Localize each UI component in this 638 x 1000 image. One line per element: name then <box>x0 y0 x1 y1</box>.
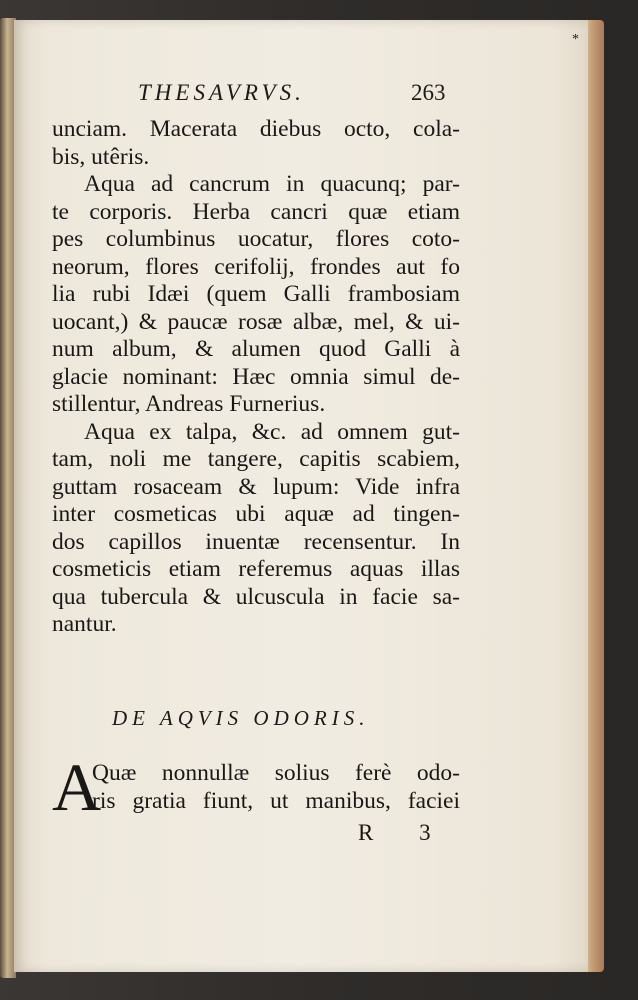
running-head <box>14 80 588 112</box>
text-line: pes columbinus uocatur, flores coto- <box>52 226 460 252</box>
text-line: inter cosmeticas ubi aquæ ad tingen- <box>52 501 460 527</box>
running-title: THESAVRVS. <box>138 80 305 105</box>
page-number: 263 <box>411 80 446 105</box>
text-line: cosmeticis etiam referemus aquas illas <box>52 556 460 582</box>
text-line: te corporis. Herba cancri quæ etiam <box>52 198 460 225</box>
text-line: ris gratia fiunt, ut manibus, faciei <box>92 787 460 814</box>
text-line: qua tubercula & ulcuscula in facie sa- <box>52 583 460 610</box>
book-page <box>14 20 588 972</box>
text-line: uocant,) & paucæ rosæ albæ, mel, & ui- <box>52 308 460 335</box>
text-line: num album, & alumen quod Galli à <box>52 336 460 362</box>
text-line: stillentur, Andreas Furnerius. <box>52 391 326 417</box>
text-line: lia rubi Idæi (quem Galli frambosiam <box>52 281 460 307</box>
section-heading: DE AQVIS ODORIS. <box>112 706 370 730</box>
text-line: guttam rosaceam & lupum: Vide infra <box>52 473 460 500</box>
text-line: tam, noli me tangere, capitis scabiem, <box>52 446 460 472</box>
opening-paragraph <box>52 749 462 825</box>
body-text <box>52 116 460 639</box>
text-line: bis, utêris. <box>52 143 150 170</box>
text-line: neorum, flores cerifolij, frondes aut fo <box>52 253 460 280</box>
signature-mark: R 3 <box>358 820 451 845</box>
text-line: Aqua ex talpa, &c. ad omnem gut- <box>84 418 460 445</box>
text-line: glacie nominant: Hæc omnia simul de- <box>52 363 460 390</box>
text-line: dos capillos inuentæ recensentur. In <box>52 528 460 555</box>
text-line: Quæ nonnullæ solius ferè odo- <box>92 760 460 786</box>
text-line: Aqua ad cancrum in quacunq; par- <box>84 171 460 197</box>
drop-cap-initial: A <box>52 749 102 825</box>
text-line: nantur. <box>52 611 117 637</box>
text-line: unciam. Macerata diebus octo, cola- <box>52 116 460 142</box>
corner-mark: * <box>572 32 579 47</box>
